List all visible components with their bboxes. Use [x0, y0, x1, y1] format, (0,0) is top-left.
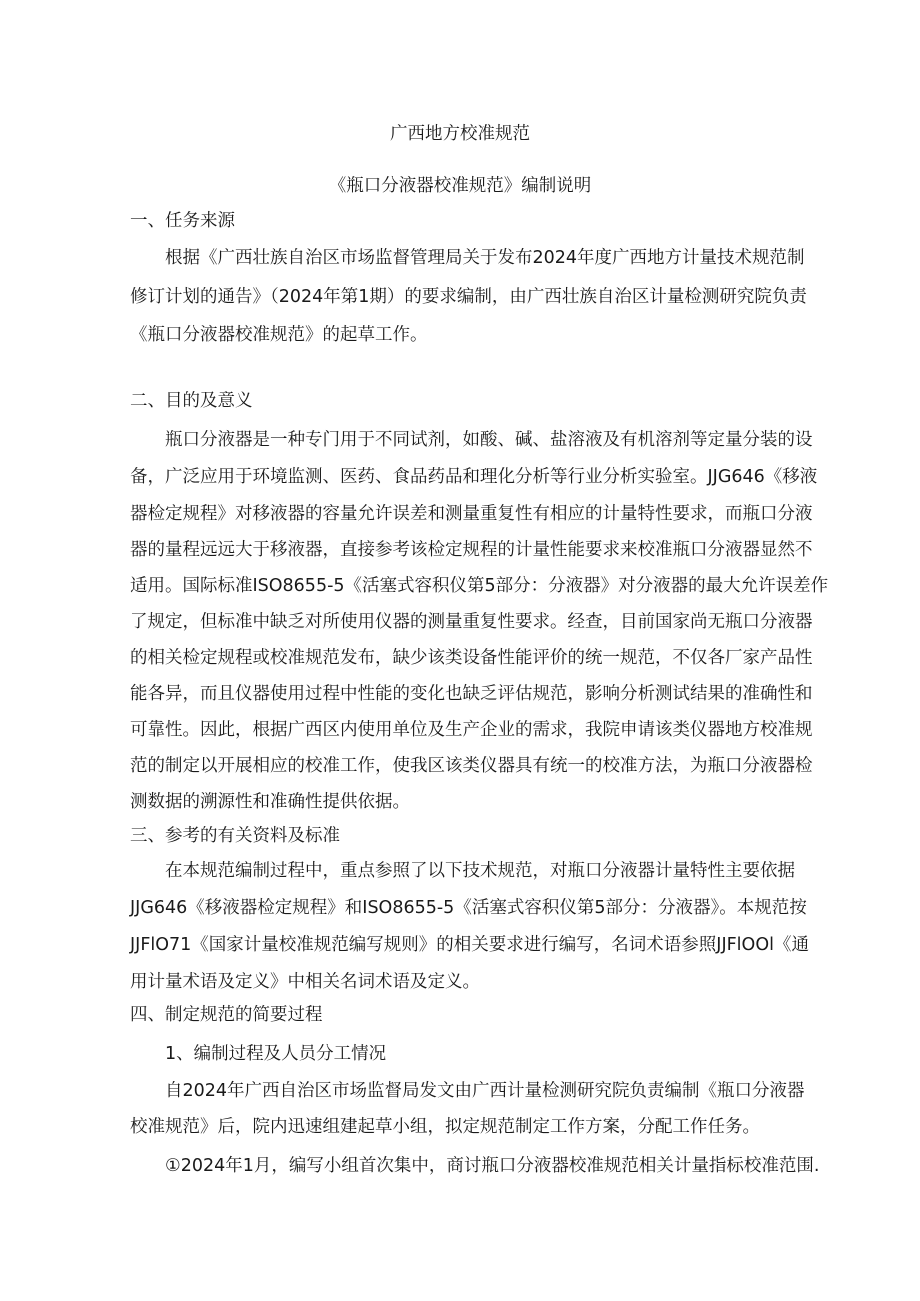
section-heading-3: 三、参考的有关资料及标准 — [130, 826, 340, 846]
section-heading-4: 四、制定规范的简要过程 — [130, 1005, 323, 1025]
paragraph-line: 根据《广西壮族自治区市场监督管理局关于发布2024年度广西地方计量技术规范制 — [165, 248, 805, 268]
paragraph-line: ①2024年1月，编写小组首次集中，商讨瓶口分液器校准规范相关计量指标校准范围. — [165, 1156, 820, 1176]
paragraph-line: 的相关检定规程或校准规范发布，缺少该类设备性能评价的统一规范，不仅各厂家产品性 — [130, 648, 813, 668]
paragraph-line: 适用。国际标准ISO8655-5《活塞式容积仪第5部分：分液器》对分液器的最大允许误差作 — [130, 576, 829, 596]
paragraph-line: 器的量程远远大于移液器，直接参考该检定规程的计量性能要求来校准瓶口分液器显然不 — [130, 540, 813, 560]
paragraph-line: 了规定，但标准中缺乏对所使用仪器的测量重复性要求。经查，目前国家尚无瓶口分液器 — [130, 612, 813, 632]
paragraph-line: 修订计划的通告》（2024年第1期）的要求编制，由广西壮族自治区计量检测研究院负责 — [130, 287, 807, 307]
paragraph-line: 用计量术语及定义》中相关名词术语及定义。 — [130, 972, 480, 992]
paragraph-line: 瓶口分液器是一种专门用于不同试剂，如酸、碱、盐溶液及有机溶剂等定量分装的设 — [165, 430, 813, 450]
paragraph-line: 在本规范编制过程中，重点参照了以下技术规范，对瓶口分液器计量特性主要依据 — [165, 861, 795, 881]
paragraph-line: 自2024年广西自治区市场监督局发文由广西计量检测研究院负责编制《瓶口分液器 — [165, 1081, 805, 1101]
paragraph-line: 《瓶口分液器校准规范》的起草工作。 — [130, 325, 428, 345]
paragraph-line: 器检定规程》对移液器的容量允许误差和测量重复性有相应的计量特性要求，而瓶口分液 — [130, 504, 813, 524]
document-subtitle: 《瓶口分液器校准规范》编制说明 — [328, 176, 592, 196]
subsection-heading: 1、编制过程及人员分工情况 — [165, 1044, 387, 1064]
paragraph-line: 测数据的溯源性和准确性提供依据。 — [130, 792, 410, 812]
paragraph-line: 校准规范》后，院内迅速组建起草小组，拟定规范制定工作方案，分配工作任务。 — [130, 1117, 760, 1137]
paragraph-line: 可靠性。因此，根据广西区内使用单位及生产企业的需求，我院申请该类仪器地方校准规 — [130, 720, 813, 740]
paragraph-line: 范的制定以开展相应的校准工作，使我区该类仪器具有统一的校准方法，为瓶口分液器检 — [130, 756, 813, 776]
paragraph-line: JJFlO71《国家计量校准规范编写规则》的相关要求进行编写，名词术语参照JJFlOOl《通 — [130, 935, 809, 955]
paragraph-line: 备，广泛应用于环境监测、医药、食品药品和理化分析等行业分析实验室。JJG646《移液 — [130, 467, 818, 487]
paragraph-line: 能各异，而且仪器使用过程中性能的变化也缺乏评估规范，影响分析测试结果的准确性和 — [130, 684, 813, 704]
document-title: 广西地方校准规范 — [390, 124, 530, 144]
paragraph-line: JJG646《移液器检定规程》和ISO8655-5《活塞式容积仪第5部分：分液器》。本规范按 — [130, 898, 807, 918]
section-heading-1: 一、任务来源 — [130, 211, 235, 231]
section-heading-2: 二、目的及意义 — [130, 391, 253, 411]
